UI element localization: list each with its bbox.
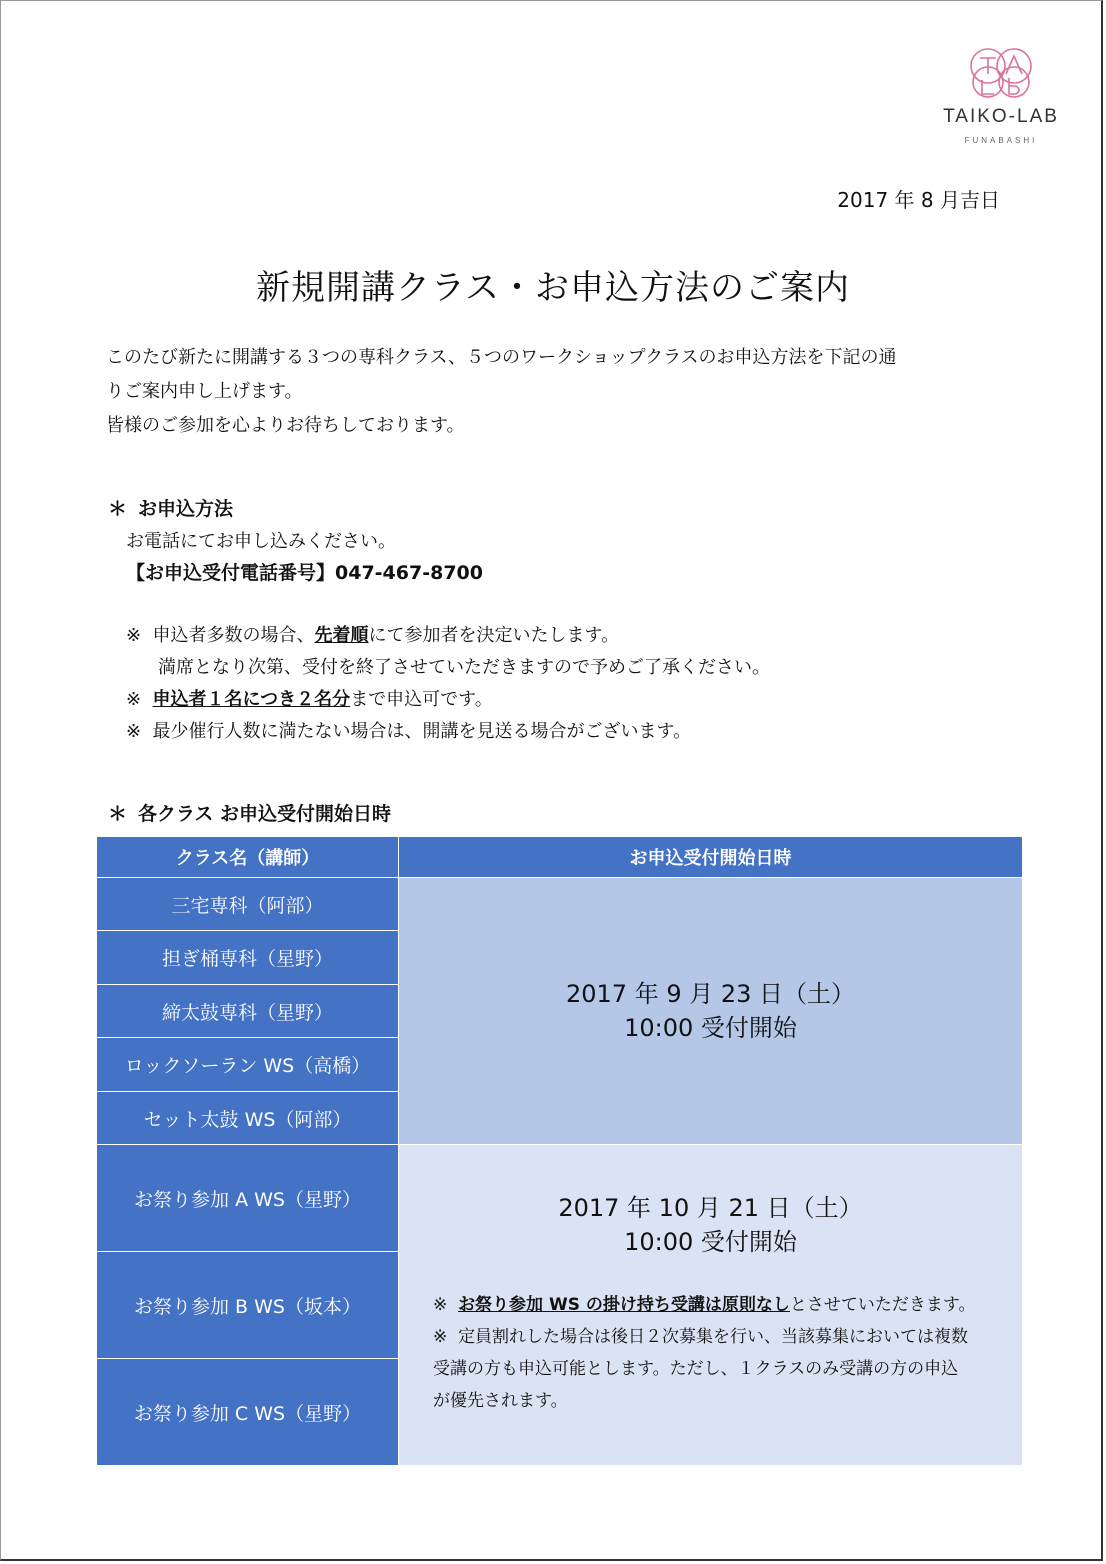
note-mark: ※ bbox=[126, 689, 142, 710]
note-minimum bbox=[126, 716, 770, 748]
table-row bbox=[97, 1145, 1023, 1252]
page-title: 新規開講クラス・お申込方法のご案内 bbox=[256, 268, 850, 308]
class-name-cell: セット太鼓 WS（阿部） bbox=[97, 1092, 399, 1145]
taiko-lab-logo-mark-icon bbox=[966, 46, 1036, 100]
start-date: 2017 年 10 月 21 日（土） bbox=[558, 1194, 863, 1222]
phone-number: 【お申込受付電話番号】047-467-8700 bbox=[126, 562, 483, 584]
start-time: 10:00 受付開始 bbox=[624, 1014, 797, 1042]
class-name-cell: ロックソーラン WS（高橋） bbox=[97, 1038, 399, 1092]
class-name-cell: お祭り参加 C WS（星野） bbox=[97, 1359, 399, 1466]
table-row bbox=[97, 878, 1023, 931]
note-mark: ※ bbox=[126, 625, 142, 646]
logo-sub-text: FUNABASHI bbox=[964, 136, 1038, 145]
festival-note-2-cont: 受講の方も申込可能とします。ただし、１クラスのみ受講の方の申込 bbox=[433, 1359, 959, 1379]
apply-section-heading bbox=[108, 494, 233, 521]
class-name-cell: お祭り参加 A WS（星野） bbox=[97, 1145, 399, 1252]
star-bullet: ＊ bbox=[108, 498, 128, 520]
logo-main-text: TAIKO-LAB bbox=[943, 106, 1059, 127]
festival-note-2-cont: が優先されます。 bbox=[433, 1391, 568, 1411]
class-name-cell: お祭り参加 B WS（坂本） bbox=[97, 1252, 399, 1359]
note-text: 最少催行人数に満たない場合は、開講を見送る場合がございます。 bbox=[152, 721, 692, 742]
note-text: とさせていただきます。 bbox=[789, 1295, 976, 1315]
note-emphasis: お祭り参加 WS の掛け持ち受講は原則なし bbox=[458, 1295, 790, 1315]
note-mark: ※ bbox=[126, 721, 142, 742]
intro-paragraph bbox=[106, 341, 1016, 443]
note-text: 申込者多数の場合、 bbox=[152, 625, 315, 646]
start-time: 10:00 受付開始 bbox=[624, 1228, 797, 1256]
column-header-class: クラス名（講師） bbox=[97, 837, 399, 878]
note-first-come bbox=[126, 620, 770, 652]
schedule-heading-text: 各クラス お申込受付開始日時 bbox=[138, 803, 392, 825]
schedule-section-heading bbox=[108, 799, 391, 826]
note-first-come-cont: 満席となり次第、受付を終了させていただきますので予めご了承ください。 bbox=[158, 657, 770, 678]
note-mark: ※ bbox=[433, 1295, 448, 1315]
note-text: にて参加者を決定いたします。 bbox=[368, 625, 620, 646]
document-date: 2017 年 8 月吉日 bbox=[837, 188, 1000, 212]
note-limit bbox=[126, 684, 770, 716]
table-header-row bbox=[97, 837, 1023, 878]
apply-notes bbox=[126, 620, 770, 748]
festival-notes bbox=[433, 1289, 1010, 1417]
note-text: まで申込可です。 bbox=[350, 689, 493, 710]
start-datetime-cell-1 bbox=[399, 878, 1023, 1145]
start-datetime-block bbox=[399, 1191, 1022, 1259]
star-bullet: ＊ bbox=[108, 803, 128, 825]
festival-note-2 bbox=[433, 1321, 1010, 1353]
class-name-cell: 締太鼓専科（星野） bbox=[97, 985, 399, 1038]
note-text: 定員割れした場合は後日２次募集を行い、当該募集においては複数 bbox=[458, 1327, 969, 1347]
column-header-start: お申込受付開始日時 bbox=[399, 837, 1023, 878]
note-emphasis: 先着順 bbox=[314, 625, 369, 646]
start-date: 2017 年 9 月 23 日（土） bbox=[565, 980, 856, 1008]
note-emphasis: 申込者１名につき２名分 bbox=[152, 689, 351, 710]
taiko-lab-logo bbox=[926, 46, 1076, 145]
apply-instruction: お電話にてお申し込みください。 bbox=[126, 531, 396, 552]
intro-line: このたび新たに開講する３つの専科クラス、５つのワークショップクラスのお申込方法を下記の通 bbox=[106, 347, 897, 368]
apply-heading-text: お申込方法 bbox=[138, 498, 234, 520]
start-datetime-cell-2 bbox=[399, 1145, 1023, 1466]
schedule-table bbox=[96, 836, 1023, 1466]
intro-line: 皆様のご参加を心よりお待ちしております。 bbox=[106, 415, 465, 436]
intro-line: りご案内申し上げます。 bbox=[106, 381, 303, 402]
note-mark: ※ bbox=[433, 1327, 448, 1347]
festival-note-1 bbox=[433, 1289, 1010, 1321]
class-name-cell: 三宅専科（阿部） bbox=[97, 878, 399, 931]
class-name-cell: 担ぎ桶専科（星野） bbox=[97, 931, 399, 985]
